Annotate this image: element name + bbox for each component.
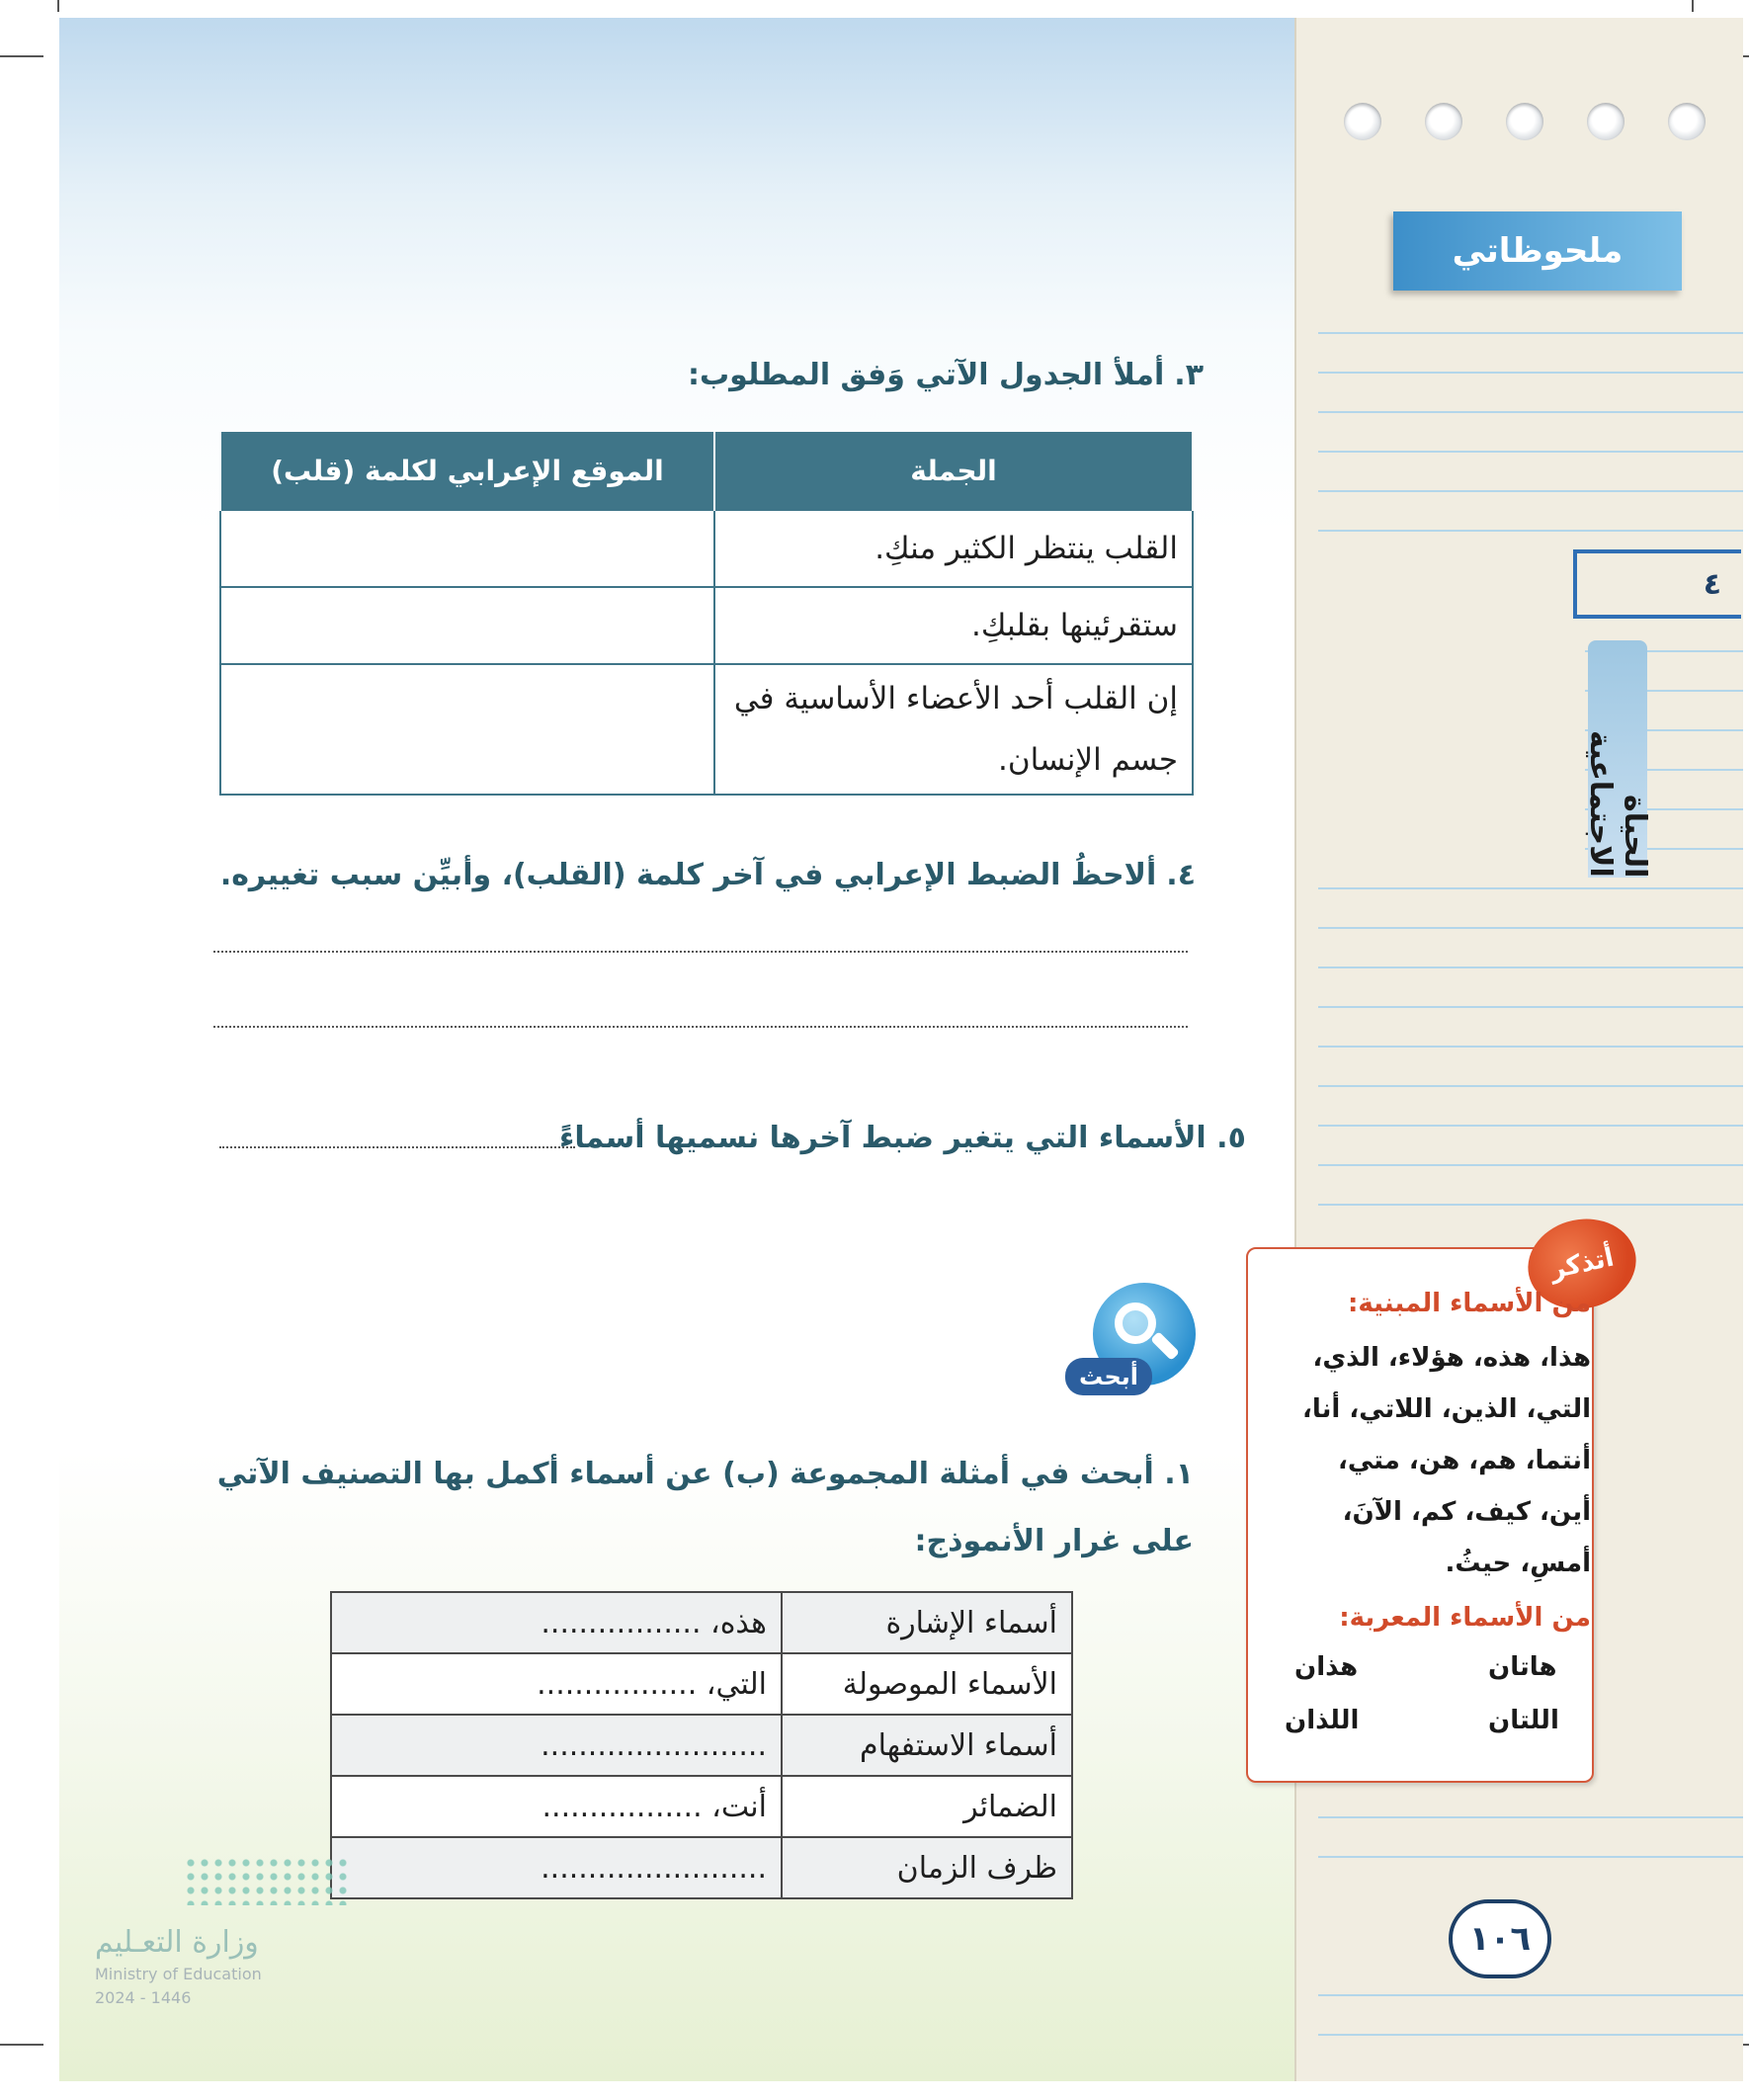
example-cell[interactable]: هذه، .................	[331, 1592, 782, 1653]
example-cell[interactable]: التي، .................	[331, 1653, 782, 1715]
example-cell[interactable]: ........................	[331, 1715, 782, 1776]
note-line	[1318, 887, 1743, 889]
category-cell: الضمائر	[782, 1776, 1072, 1837]
table-row	[220, 587, 1193, 664]
logo-arabic: وزارة التعـليم	[95, 1925, 259, 1960]
note-line	[1318, 1816, 1743, 1818]
table-header: الجملة	[714, 432, 1193, 510]
logo-english: Ministry of Education	[95, 1965, 262, 1983]
table-row	[220, 664, 1193, 795]
notes-title: ملحوظاتي	[1393, 211, 1682, 291]
example-cell[interactable]: أنت، .................	[331, 1776, 782, 1837]
question-number: ٥.	[1216, 1121, 1246, 1155]
example-cell[interactable]: ........................	[331, 1837, 782, 1898]
category-cell: أسماء الإشارة	[782, 1592, 1072, 1653]
built-nouns-title: من الأسماء المبنية:	[1347, 1289, 1591, 1318]
question-text: أملأ الجدول الآتي وَفق المطلوب:	[688, 358, 1165, 392]
note-line	[1318, 1164, 1743, 1166]
binder-hole	[1587, 103, 1624, 140]
answer-line[interactable]	[213, 1026, 1188, 1028]
note-line	[1318, 966, 1743, 968]
built-nouns-list: هذا، هذه، هؤلاء، الذي، التي، الذين، اللاتي، أنا، أنتما، هم، هن، متي، أين، كيف، كم، الآنَ، أمسِ، حيثُ.	[1301, 1343, 1591, 1578]
question-number: ٣.	[1174, 358, 1204, 392]
table-row	[331, 1837, 1072, 1898]
question-number: ٤.	[1166, 858, 1196, 892]
handle-shape	[1150, 1331, 1180, 1361]
unit-title: الحياة الاجتماعية	[1583, 730, 1652, 878]
table-header-row	[220, 432, 1193, 510]
sentence-cell: ستقرئينها بقلبكِ.	[714, 587, 1193, 664]
question-5	[559, 1121, 1246, 1155]
note-line	[1318, 332, 1743, 334]
question-number: ١.	[1164, 1457, 1194, 1491]
classification-table	[330, 1591, 1073, 1899]
declined-noun: هاتان	[1488, 1652, 1557, 1682]
crop-mark	[57, 0, 59, 12]
note-line	[1318, 1006, 1743, 1008]
search-label: أبحث	[1065, 1358, 1152, 1395]
binder-hole	[1506, 103, 1543, 140]
note-line	[1318, 2034, 1743, 2036]
question-text: الأسماء التي يتغير ضبط آخرها نسميها أسماءً	[559, 1121, 1207, 1155]
page-number: ١٠٦	[1449, 1899, 1551, 1978]
crop-mark	[0, 2044, 43, 2046]
note-line	[1318, 530, 1743, 532]
note-line	[1318, 1994, 1743, 1996]
unit-title-tab	[1583, 640, 1652, 878]
table-row	[220, 510, 1193, 587]
note-line	[1318, 1046, 1743, 1048]
table-row	[331, 1715, 1072, 1776]
question-text: أبحث في أمثلة المجموعة (ب) عن أسماء أكمل بها التصنيف الآتي على غرار الأنموذج:	[216, 1457, 1194, 1558]
question-text: ألاحظُ الضبط الإعرابي في آخر كلمة (القلب)، وأبيِّن سبب تغييره.	[219, 858, 1157, 892]
binder-hole	[1425, 103, 1462, 140]
answer-line[interactable]	[213, 951, 1188, 953]
unit-number-tab: ٤	[1573, 549, 1741, 619]
table-header: الموقع الإعرابي لكلمة (قلب)	[220, 432, 714, 510]
note-line	[1318, 927, 1743, 929]
logo-year: 2024 - 1446	[95, 1988, 192, 2007]
answer-line[interactable]	[219, 1146, 575, 1148]
note-line	[1318, 372, 1743, 374]
binder-hole	[1344, 103, 1381, 140]
declined-noun: اللتان	[1488, 1706, 1559, 1735]
remember-badge: أتذكر	[1520, 1210, 1644, 1319]
question-1	[215, 1441, 1194, 1575]
declined-noun: اللذان	[1285, 1706, 1360, 1735]
logo-dots-icon	[184, 1856, 352, 1905]
note-line	[1318, 1125, 1743, 1127]
crop-mark	[1692, 0, 1694, 12]
answer-cell[interactable]	[220, 664, 714, 795]
sentence-cell: القلب ينتظر الكثير منكِ.	[714, 510, 1193, 587]
crop-mark	[0, 55, 43, 57]
note-line	[1318, 490, 1743, 492]
ministry-logo	[95, 1856, 362, 2007]
lens-shape	[1115, 1302, 1156, 1344]
category-cell: الأسماء الموصولة	[782, 1653, 1072, 1715]
table-row	[331, 1653, 1072, 1715]
answer-cell[interactable]	[220, 587, 714, 664]
category-cell: ظرف الزمان	[782, 1837, 1072, 1898]
answer-cell[interactable]	[220, 510, 714, 587]
table-row	[331, 1592, 1072, 1653]
note-line	[1318, 1856, 1743, 1858]
grammar-table	[219, 432, 1194, 796]
sentence-cell: إن القلب أحد الأعضاء الأساسية في جسم الإنسان.	[714, 664, 1193, 795]
binder-hole	[1668, 103, 1706, 140]
category-cell: أسماء الاستفهام	[782, 1715, 1072, 1776]
note-line	[1318, 1085, 1743, 1087]
note-line	[1318, 1204, 1743, 1206]
note-line	[1318, 451, 1743, 453]
question-4	[220, 858, 1196, 892]
table-row	[331, 1776, 1072, 1837]
declined-noun: هذان	[1294, 1652, 1359, 1682]
note-line	[1318, 411, 1743, 413]
declined-nouns-title: من الأسماء المعربة:	[1339, 1603, 1591, 1633]
question-3	[688, 358, 1204, 392]
